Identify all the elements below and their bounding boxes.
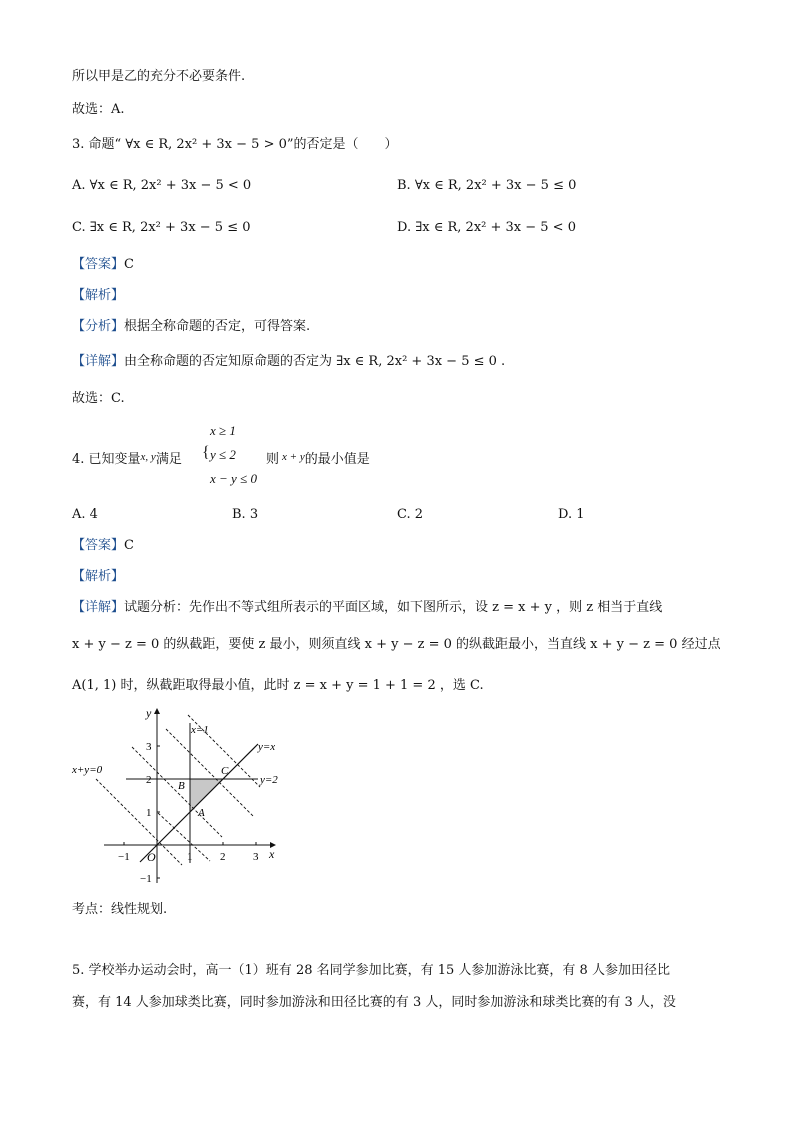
text-line: 所以甲是乙的充分不必要条件.	[72, 69, 246, 84]
tick-label: 2	[146, 774, 152, 786]
xiangjie-tag: 【详解】	[72, 354, 125, 369]
detail-line: x + y − z = 0 的纵截距，要使 z 最小，则须直线 x + y − z = 0 的纵截距最小，当直线 x + y − z = 0 经过点	[72, 637, 721, 652]
dashed-line	[96, 779, 182, 865]
brace-icon: {	[202, 444, 210, 461]
inequality-2: y ≤ 2	[210, 447, 236, 462]
origin-label: O	[147, 850, 156, 864]
answer-line	[72, 537, 134, 555]
text-line: 故选：C.	[72, 391, 125, 406]
question-4	[72, 448, 182, 469]
answer-tag: 【答案】	[72, 538, 125, 553]
kaodian-line: 考点：线性规划.	[72, 902, 168, 917]
answer-line	[72, 256, 134, 274]
option-d: D. ∃x ∈ R, 2x² + 3x − 5 < 0	[397, 220, 576, 235]
question-3: 3. 命题“ ∀x ∈ R, 2x² + 3x − 5 > 0”的否定是（ ）	[72, 137, 398, 152]
line-label-x1: x=1	[191, 724, 209, 736]
tick-label: 3	[253, 851, 259, 863]
q4-expr: x + y	[282, 451, 305, 463]
detail-line: A(1, 1) 时，纵截距取得最小值，此时 z = x + y = 1 + 1 = 2 ，选 C.	[72, 678, 484, 693]
tick-label: 2	[220, 851, 226, 863]
tick-label: 1	[187, 851, 193, 863]
axis-label-y: y	[146, 706, 152, 720]
option-b: B. ∀x ∈ R, 2x² + 3x − 5 ≤ 0	[397, 178, 577, 193]
xiangjie-text: 试题分析：先作出不等式组所表示的平面区域，如下图所示，设 z = x + y ，则 z 相当于直线	[124, 600, 663, 615]
xiangjie-tag: 【详解】	[72, 600, 125, 615]
option-d: D. 1	[558, 507, 585, 522]
linear-programming-figure	[70, 703, 300, 893]
q4-mid: 满足	[155, 452, 182, 467]
text-line: 故选：A.	[72, 102, 125, 117]
tick-label: −1	[140, 873, 152, 885]
answer-value: C	[124, 257, 134, 272]
q4-vars: x, y	[140, 451, 156, 463]
question-5-cont: 赛，有 14 人参加球类比赛，同时参加游泳和田径比赛的有 3 人，同时参加游泳和球类比赛的有 3 人，没	[72, 995, 676, 1010]
analysis-line	[72, 318, 310, 336]
option-c: C. ∃x ∈ R, 2x² + 3x − 5 ≤ 0	[72, 220, 251, 235]
analysis-tag: 【解析】	[72, 569, 125, 584]
analysis-tag: 【解析】	[72, 288, 125, 303]
answer-tag: 【答案】	[72, 257, 125, 272]
fenxi-text: 根据全称命题的否定，可得答案.	[124, 319, 311, 334]
line-label-xy0: x+y=0	[72, 764, 103, 776]
q4-tail	[266, 448, 370, 469]
option-a: A. 4	[72, 507, 98, 522]
q4-post: 的最小值是	[304, 452, 370, 467]
point-a-label: A	[198, 807, 205, 819]
q4-then: 则	[266, 452, 280, 467]
answer-value: C	[124, 538, 134, 553]
line-label-yx: y=x	[258, 741, 276, 753]
fenxi-tag: 【分析】	[72, 319, 125, 334]
tick-label: 1	[146, 807, 152, 819]
tick-label: 3	[146, 741, 152, 753]
inequality-3: x − y ≤ 0	[210, 471, 257, 486]
axis-label-x: x	[269, 847, 275, 861]
option-c: C. 2	[397, 507, 424, 522]
question-5: 5. 学校举办运动会时，高一（1）班有 28 名同学参加比赛，有 15 人参加游泳比赛，有 8 人参加田径比	[72, 963, 670, 978]
detail-line	[72, 599, 662, 617]
line-label-y2: y=2	[260, 774, 278, 786]
point-c-label: C	[221, 765, 229, 777]
detail-line	[72, 353, 505, 371]
dashed-line	[166, 729, 254, 817]
option-b: B. 3	[232, 507, 259, 522]
tick-label: −1	[118, 851, 130, 863]
point-b-label: B	[178, 780, 185, 792]
q4-prefix: 4. 已知变量	[72, 452, 141, 467]
xiangjie-text: 由全称命题的否定知原命题的否定为 ∃x ∈ R, 2x² + 3x − 5 ≤ 0 .	[124, 354, 506, 369]
inequality-1: x ≥ 1	[210, 423, 236, 438]
option-a: A. ∀x ∈ R, 2x² + 3x − 5 < 0	[72, 178, 252, 193]
